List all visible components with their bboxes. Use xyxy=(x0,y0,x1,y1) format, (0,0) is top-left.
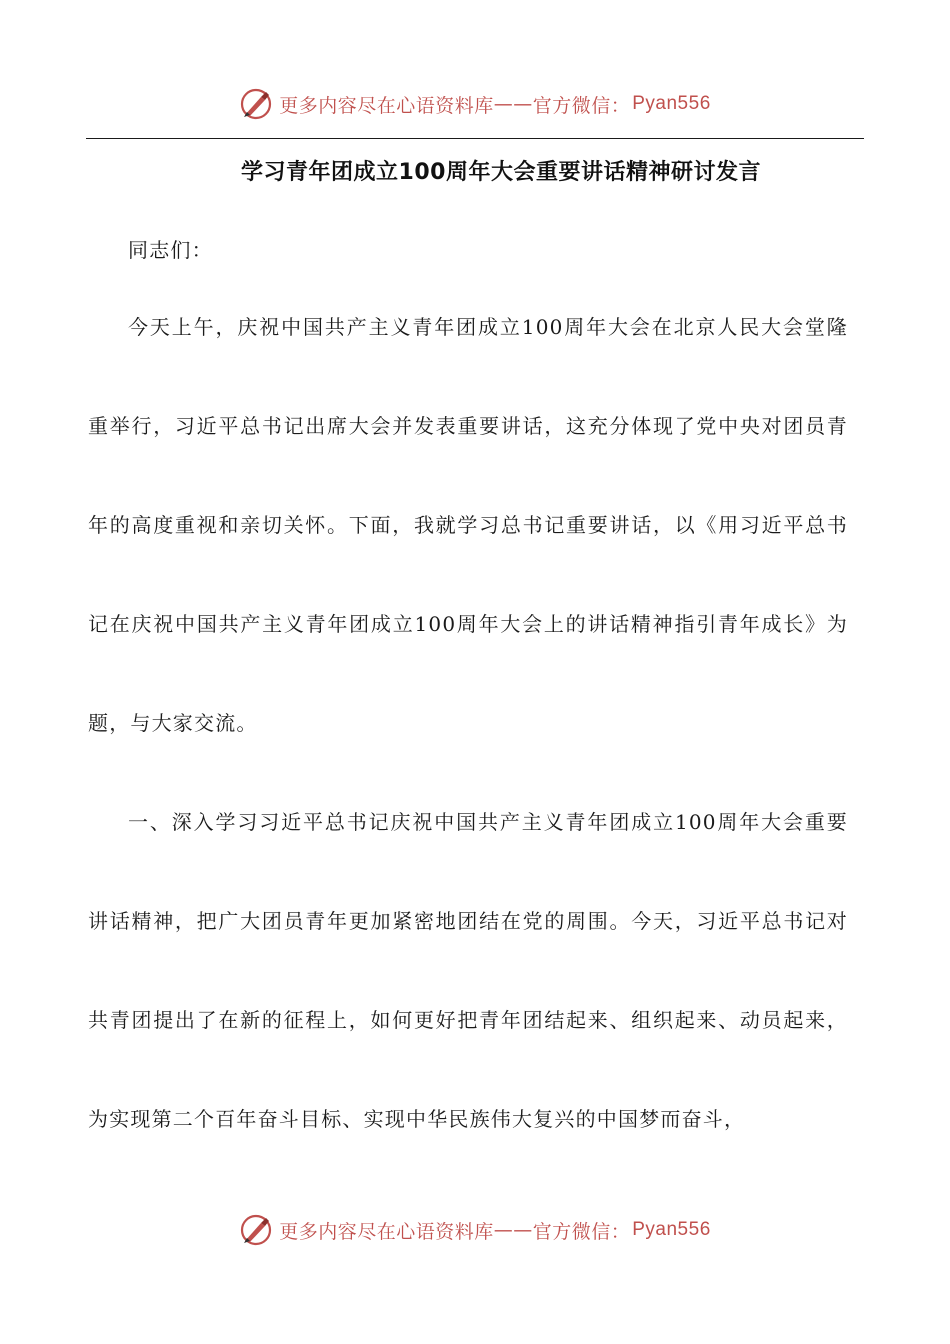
pen-logo-icon xyxy=(239,87,273,121)
wechat-label: 官方微信： xyxy=(532,94,631,117)
wechat-label: 官方微信： xyxy=(532,1220,631,1243)
document-title: 学习青年团成立100周年大会重要讲话精神研讨发言 xyxy=(241,160,761,185)
header-banner xyxy=(0,84,950,124)
wechat-id: Pyan556 xyxy=(632,1219,711,1240)
wechat-id: Pyan556 xyxy=(632,93,711,114)
paragraph-2: 一、深入学习习近平总书记庆祝中国共产主义青年团成立100周年大会重要讲话精神，把广大团员青年更加紧密地团结在党的周围。今天，习近平总书记对共青团提出了在新的征程上，如何更好把青年团结起来、组织起来、动员起来，为实现第二个百年奋斗目标、实现中华民族伟大复兴的中国梦而奋斗， xyxy=(88,810,848,1131)
promo-text: 更多内容尽在心语资料库 xyxy=(279,1220,494,1243)
paragraph-1: 今天上午，庆祝中国共产主义青年团成立100周年大会在北京人民大会堂隆重举行，习近平总书记出席大会并发表重要讲话，这充分体现了党中央对团员青年的高度重视和亲切关怀。下面，我就学习总书记重要讲话，以《用习近平总书记在庆祝中国共产主义青年团成立100周年大会上的讲话精神指引青年成长》为题，与大家交流。 xyxy=(88,315,848,735)
promo-text: 更多内容尽在心语资料库 xyxy=(279,94,494,117)
greeting: 同志们： xyxy=(128,238,213,262)
banner-dash: —— xyxy=(493,1219,533,1241)
pen-logo-icon xyxy=(239,1213,273,1247)
banner-dash: —— xyxy=(493,93,533,115)
footer-banner xyxy=(0,1210,950,1250)
document-body xyxy=(88,200,848,1169)
header-divider xyxy=(86,138,864,139)
